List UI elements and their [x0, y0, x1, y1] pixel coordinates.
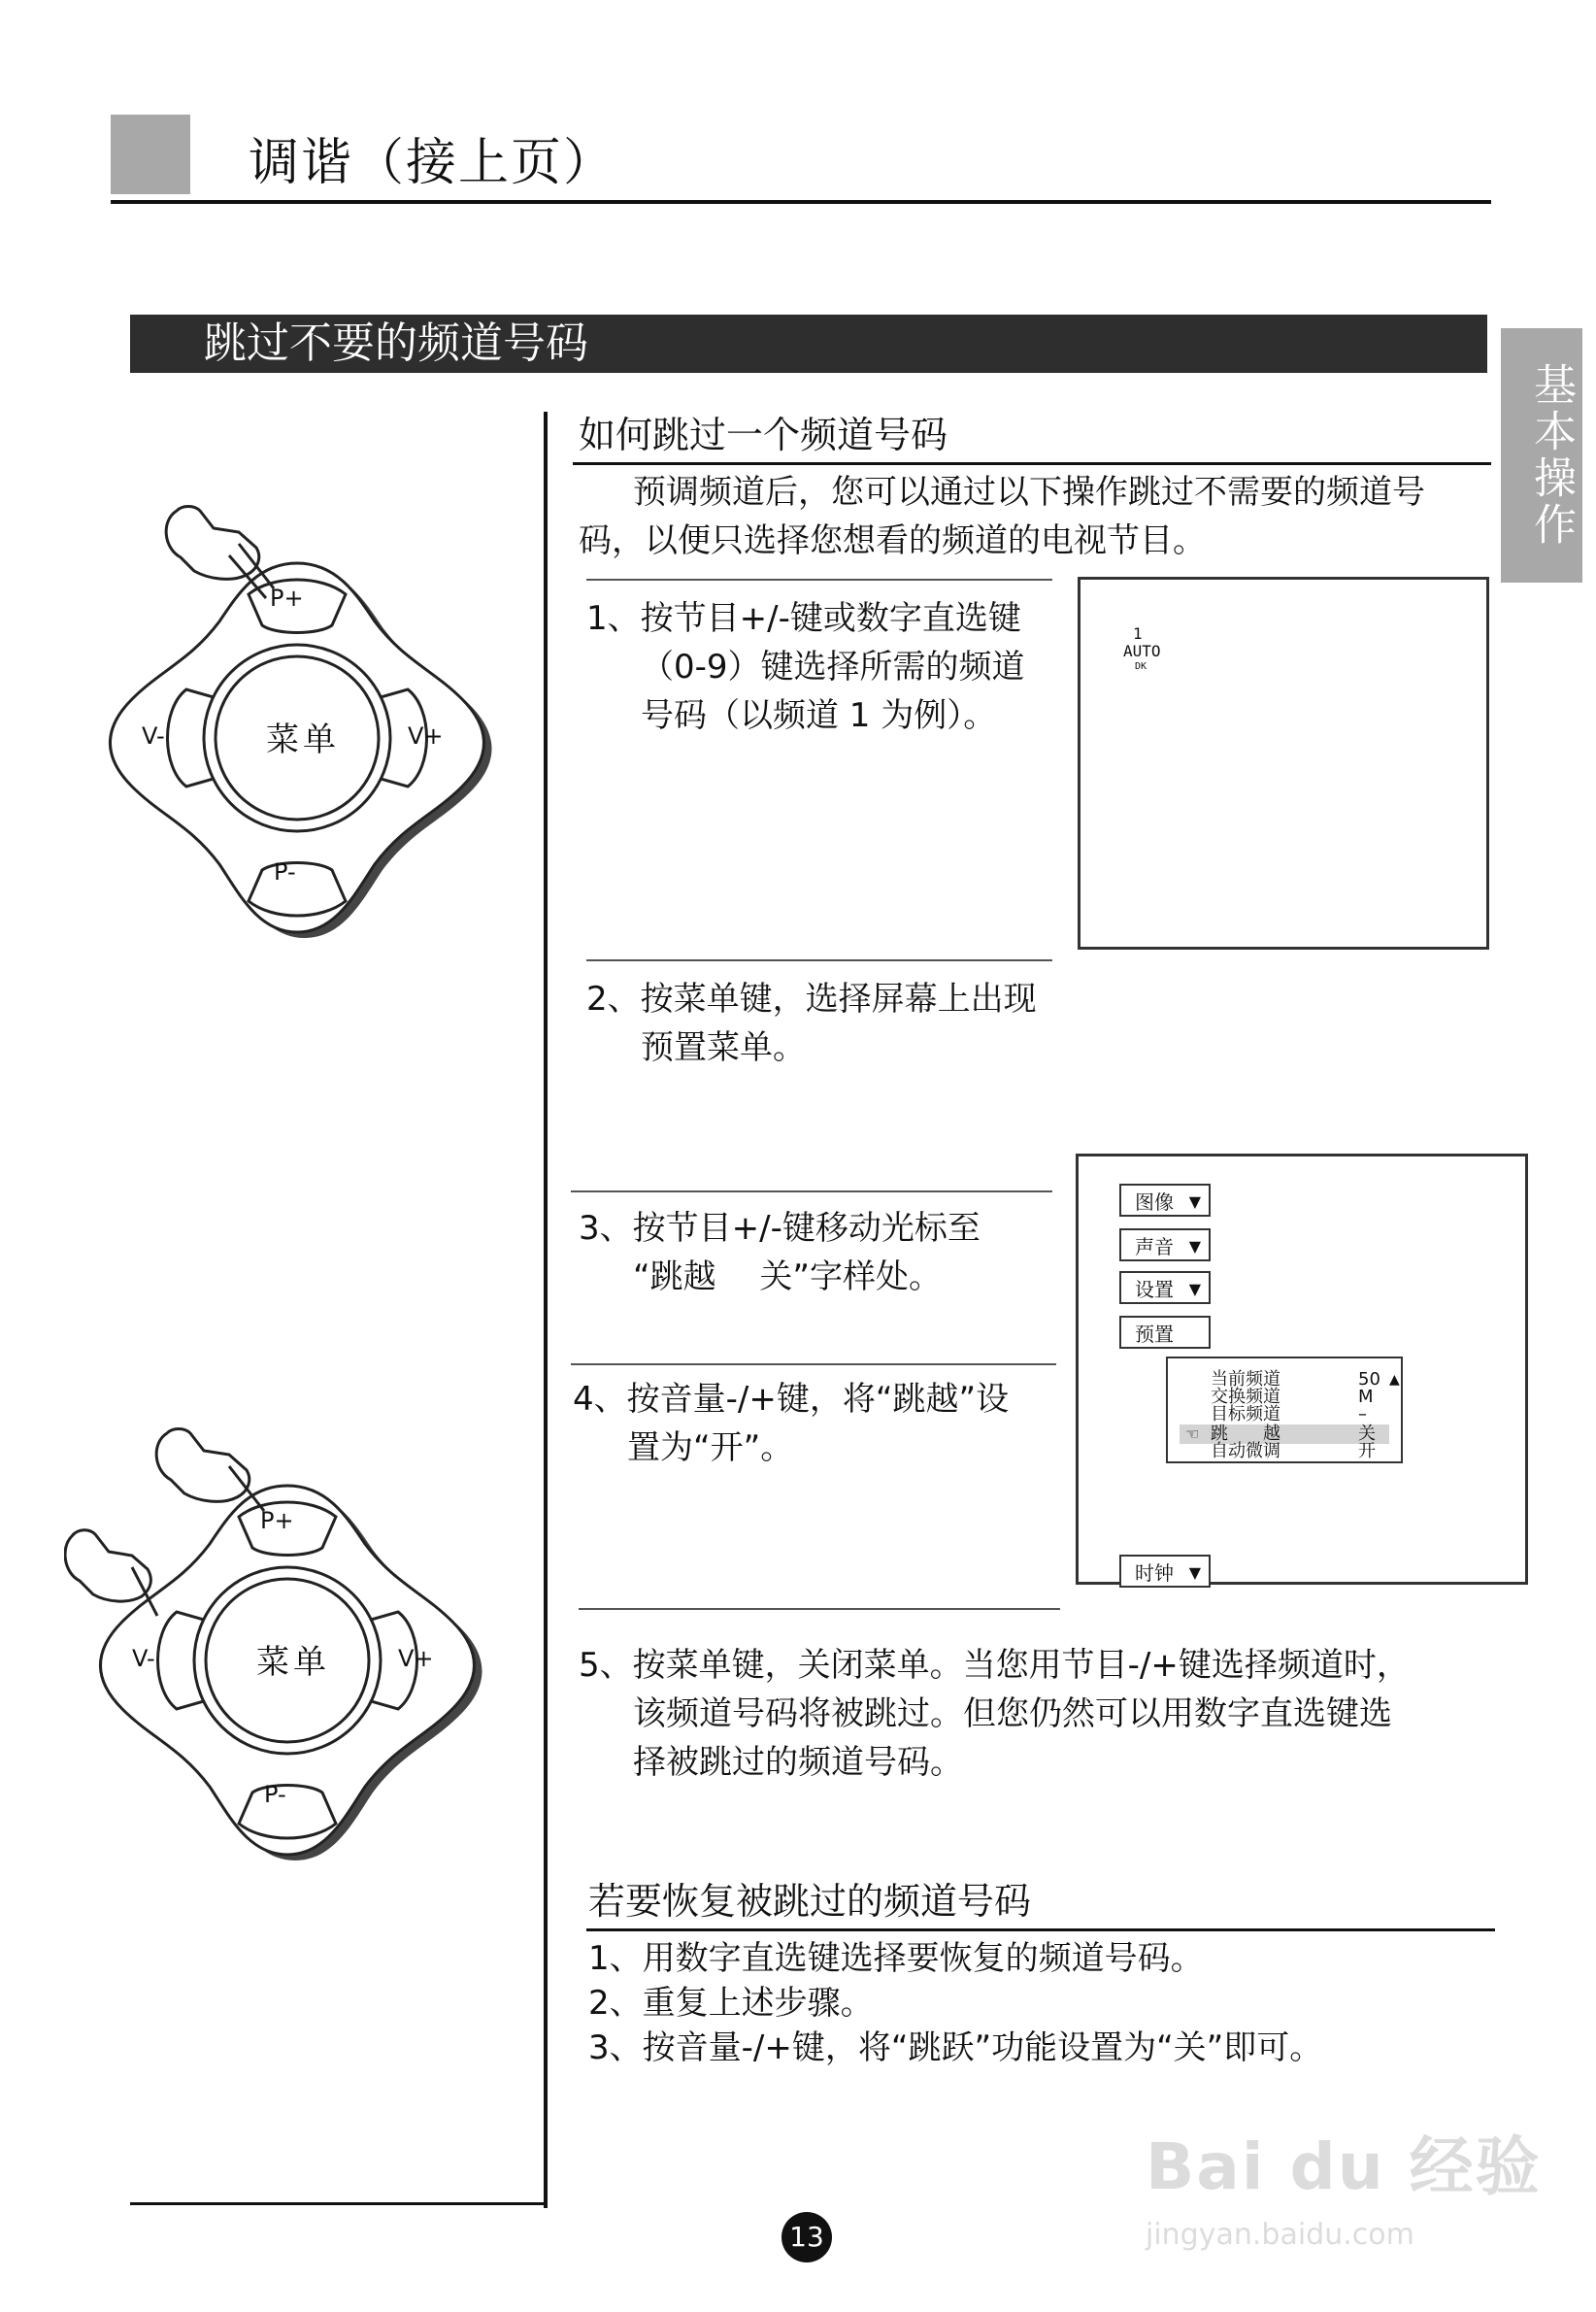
bottom-rule: [130, 2202, 548, 2205]
step4-rule: [571, 1363, 1056, 1365]
header-marker: [111, 115, 190, 194]
step-5: [579, 1641, 1491, 1787]
restore-item-2: 2、重复上述步骤。: [588, 1984, 874, 2023]
osd-system: DK: [1135, 661, 1147, 672]
osd-button-setup: 设置 ▼: [1119, 1271, 1211, 1304]
hand-cursor-icon: ☜: [1185, 1424, 1200, 1443]
osd-row-current: 当前频道 50 ▲: [1211, 1369, 1400, 1390]
scroll-up-icon: ▲: [1389, 1372, 1400, 1388]
column-divider: [544, 412, 548, 2208]
step-2: [586, 975, 1072, 1072]
skip-intro: [579, 468, 1491, 565]
osd-button-preset: 预置: [1119, 1316, 1211, 1349]
osd-row-target: 目标频道 –: [1211, 1404, 1367, 1424]
osd-row-skip: ☜ 跳 越 关: [1180, 1424, 1389, 1444]
step4-line2: 置为“开”。: [627, 1428, 794, 1467]
tv-screen-1: [1078, 577, 1489, 950]
key-v-plus-label: V+: [408, 722, 444, 750]
restore-heading-rule: [586, 1928, 1495, 1931]
key-p-plus-label: P+: [270, 585, 304, 612]
key-p-minus-label: P-: [274, 858, 296, 886]
section-title: 跳过不要的频道号码: [204, 318, 588, 368]
tv-screen-2: [1076, 1154, 1528, 1585]
step-1: [586, 594, 1072, 740]
watermark-url: jingyan.baidu.com: [1146, 2218, 1414, 2252]
key-p-plus-label-2: P+: [260, 1507, 294, 1534]
side-tab: 基本操作: [1501, 328, 1582, 583]
key-v-minus-label: V-: [142, 722, 165, 750]
step3-rule: [571, 1190, 1052, 1192]
step1-line1: 1、按节目+/-键或数字直选键: [586, 599, 1021, 638]
step4-line1: 4、按音量-/+键，将“跳越”设: [573, 1380, 1010, 1419]
step2-rule: [586, 959, 1052, 961]
pointing-hand-icon: [166, 507, 259, 580]
key-v-plus-label-2: V+: [398, 1645, 434, 1672]
key-v-minus-label-2: V-: [132, 1645, 155, 1672]
step3-line1: 3、按节目+/-键移动光标至: [579, 1209, 981, 1248]
step-3: [579, 1204, 1064, 1301]
osd-button-picture: 图像 ▼: [1119, 1184, 1211, 1217]
step2-line1: 2、按菜单键，选择屏幕上出现: [586, 980, 1037, 1019]
step5-line3: 择被跳过的频道号码。: [633, 1743, 963, 1782]
step2-line2: 预置菜单。: [641, 1028, 806, 1067]
watermark-brand: Bai du 经验: [1146, 2129, 1542, 2204]
intro-line-2: 码，以便只选择您想看的频道的电视节目。: [579, 521, 1206, 560]
skip-heading: 如何跳过一个频道号码: [579, 414, 948, 456]
step3-line2: “跳越 关”字样处。: [633, 1257, 943, 1296]
step5-rule: [579, 1608, 1060, 1610]
restore-heading: 若要恢复被跳过的频道号码: [588, 1880, 1032, 1923]
key-p-minus-label-2: P-: [264, 1781, 286, 1808]
restore-list: [588, 1936, 1497, 2070]
step1-line2: （0-9）键选择所需的频道: [641, 648, 1025, 687]
osd-button-sound: 声音 ▼: [1119, 1228, 1211, 1261]
page-title: 调谐（接上页）: [249, 134, 616, 192]
intro-line-1: 预调频道后，您可以通过以下操作跳过不需要的频道号: [633, 473, 1425, 512]
step1-rule: [586, 579, 1052, 581]
page-number: 13: [781, 2212, 832, 2262]
restore-item-1: 1、用数字直选键选择要恢复的频道号码。: [588, 1939, 1204, 1978]
osd-button-clock: 时钟 ▼: [1119, 1555, 1211, 1588]
step-4: [573, 1375, 1078, 1472]
key-menu-label: 菜单: [266, 720, 340, 759]
step5-line2: 该频道号码将被跳过。但您仍然可以用数字直选键选: [633, 1694, 1392, 1733]
osd-row-swap: 交换频道 M: [1211, 1387, 1374, 1407]
key-menu-label-2: 菜单: [256, 1643, 330, 1682]
skip-heading-rule: [573, 462, 1491, 465]
osd-preset-submenu: [1166, 1357, 1403, 1463]
osd-channel: 1: [1133, 624, 1143, 643]
osd-auto: AUTO: [1123, 642, 1161, 660]
p-minus-key: [249, 863, 346, 917]
osd-row-aft: 自动微调 开: [1211, 1441, 1376, 1461]
restore-item-3: 3、按音量-/+键，将“跳跃”功能设置为“关”即可。: [588, 2028, 1323, 2067]
header-rule: [111, 200, 1491, 204]
step1-line3: 号码（以频道 1 为例）。: [641, 696, 997, 735]
step5-line1: 5、按菜单键，关闭菜单。当您用节目-/+键选择频道时，: [579, 1646, 1410, 1685]
pointing-hand-icon-2: [65, 1530, 150, 1601]
